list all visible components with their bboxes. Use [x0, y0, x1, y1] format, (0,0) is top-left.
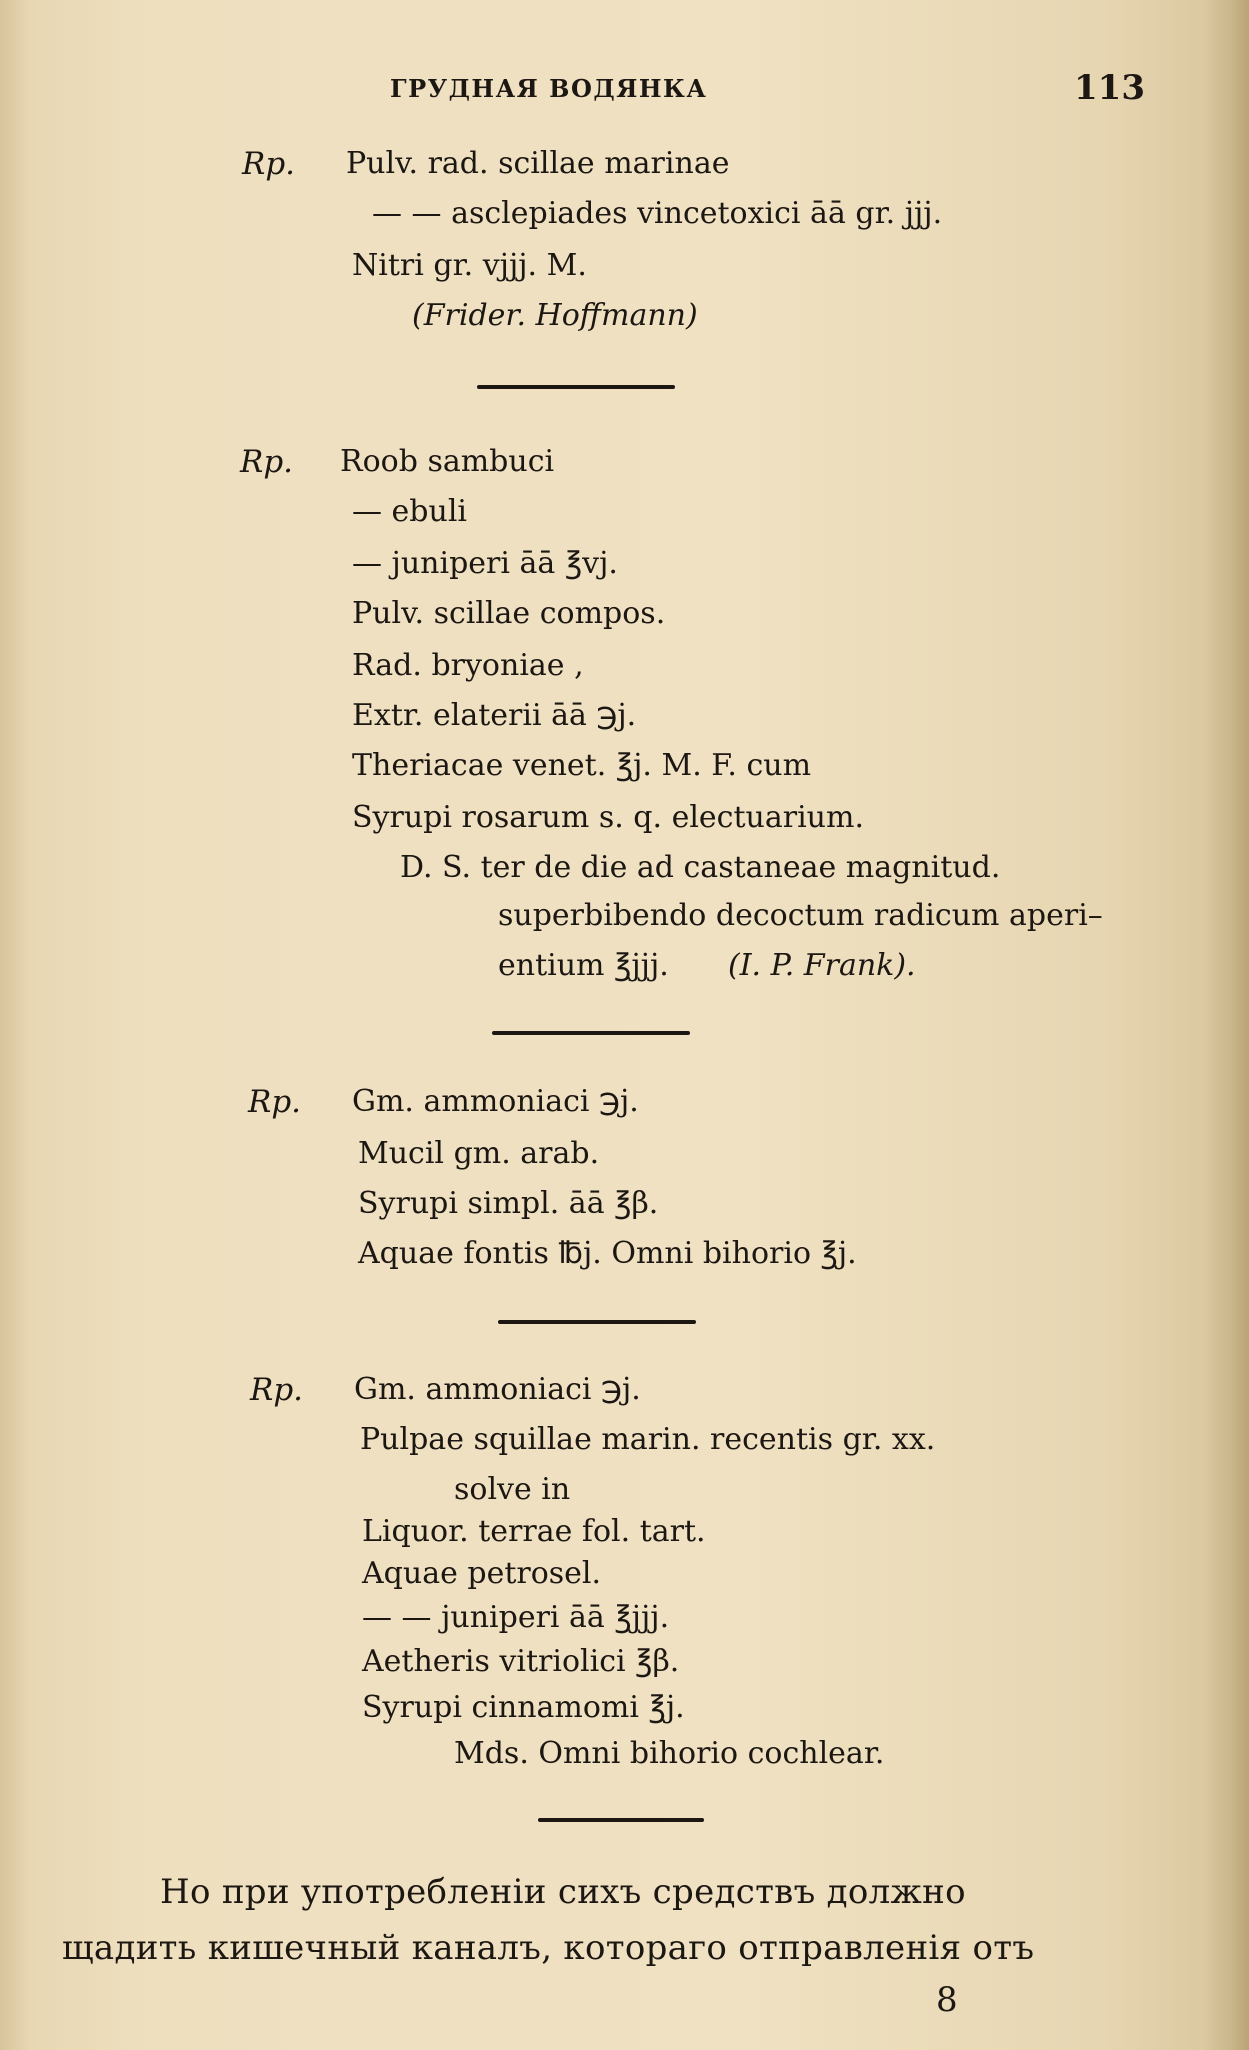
- recipe-line: Theriacae venet. ℥j. M. F. cum: [352, 748, 812, 783]
- body-text-line: щадить кишечный каналъ, котораго отправленія отъ: [62, 1928, 1035, 1968]
- page-number: 113: [1074, 68, 1145, 108]
- running-title: ГРУДНАЯ ВОДЯНКА: [390, 74, 708, 103]
- recipe-line: Gm. ammoniaci ℈j.: [352, 1084, 639, 1119]
- recipe-line: solve in: [454, 1472, 571, 1507]
- recipe-line: — — juniperi āā ℥jjj.: [362, 1600, 670, 1635]
- recipe-line: Mds. Omni bihorio cochlear.: [454, 1736, 885, 1771]
- recipe-line: — juniperi āā ℥vj.: [352, 546, 618, 581]
- signature-mark: 8: [936, 1980, 958, 2020]
- recipe-line: Syrupi cinnamomi ℥j.: [362, 1690, 685, 1725]
- recipe-line: Aetheris vitriolici ℥β.: [362, 1644, 680, 1679]
- recipe-line: — ebuli: [352, 494, 468, 529]
- recipe-line: Syrupi rosarum s. q. electuarium.: [352, 800, 864, 835]
- recipe-rp-label: Rp.: [242, 146, 296, 182]
- recipe-attribution: (Frider. Hoffmann): [412, 298, 698, 333]
- section-divider: [538, 1818, 704, 1822]
- body-text-line: Но при употребленіи сихъ средствъ должно: [160, 1872, 966, 1912]
- recipe-rp-label: Rp.: [248, 1084, 302, 1120]
- section-divider: [498, 1320, 696, 1324]
- recipe-rp-label: Rp.: [240, 444, 294, 480]
- recipe-line: D. S. ter de die ad castaneae magnitud.: [400, 850, 1001, 885]
- recipe-line: superbibendo decoctum radicum aperi–: [498, 898, 1103, 933]
- recipe-line: Extr. elaterii āā ℈j.: [352, 698, 637, 733]
- recipe-line: Nitri gr. vjjj. M.: [352, 248, 587, 283]
- page-left-edge: [0, 0, 30, 2050]
- recipe-line: Pulv. rad. scillae marinae: [346, 146, 730, 181]
- recipe-line: Aquae fontis ℔j. Omni bihorio ℥j.: [358, 1236, 857, 1271]
- page-header: [0, 68, 1249, 108]
- recipe-line: Aquae petrosel.: [362, 1556, 602, 1591]
- recipe-line: Pulv. scillae compos.: [352, 596, 666, 631]
- recipe-line: Rad. bryoniae ,: [352, 648, 584, 683]
- recipe-line: entium ℥jjj.: [498, 948, 669, 983]
- recipe-attribution: (I. P. Frank).: [728, 948, 916, 983]
- section-divider: [477, 385, 675, 389]
- recipe-line: Gm. ammoniaci ℈j.: [354, 1372, 641, 1407]
- recipe-line: Liquor. terrae fol. tart.: [362, 1514, 706, 1549]
- recipe-line: — — asclepiades vincetoxici āā gr. jjj.: [372, 196, 943, 231]
- recipe-line: Syrupi simpl. āā ℥β.: [358, 1186, 659, 1221]
- section-divider: [492, 1031, 690, 1035]
- recipe-line: Mucil gm. arab.: [358, 1136, 600, 1171]
- recipe-rp-label: Rp.: [250, 1372, 304, 1408]
- recipe-line: Pulpae squillae marin. recentis gr. xx.: [360, 1422, 936, 1457]
- page-right-edge: [1203, 0, 1249, 2050]
- recipe-line: Roob sambuci: [340, 444, 555, 479]
